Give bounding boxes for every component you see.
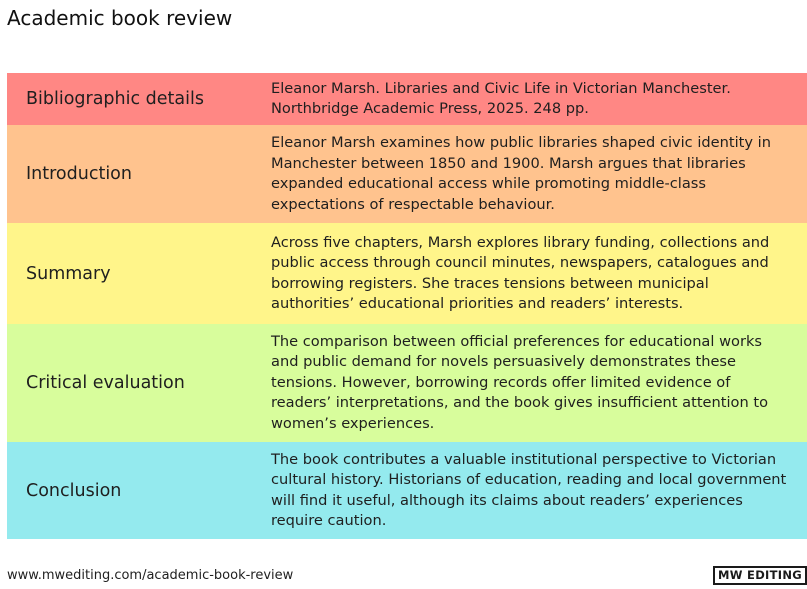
- row-summary: [7, 223, 807, 324]
- row-label: Summary: [26, 263, 111, 284]
- row-label: Introduction: [26, 164, 132, 184]
- footer-url: www.mwediting.com/academic-book-review: [7, 568, 294, 583]
- row-label: Conclusion: [26, 480, 122, 501]
- mw-editing-logo: MW EDITING: [713, 566, 807, 585]
- row-label: Critical evaluation: [26, 373, 185, 393]
- row-text: Across five chapters, Marsh explores library funding, collections and public access through council minutes, newspapers, catalogues and borrowing registers. She traces tensions between municipal authorities’ educational priorities and readers’ interests.: [271, 233, 770, 312]
- row-critical-evaluation: [7, 324, 807, 442]
- row-text: Eleanor Marsh. Libraries and Civic Life in Victorian Manchester. Northbridge Academic Press, 2025. 248 pp.: [271, 79, 731, 117]
- page-title: Academic book review: [7, 6, 233, 30]
- review-table: [7, 73, 807, 539]
- row-conclusion: [7, 442, 807, 539]
- row-bibliographic-details: [7, 73, 807, 125]
- row-label: Bibliographic details: [26, 89, 204, 109]
- row-introduction: [7, 125, 807, 223]
- row-text: The book contributes a valuable institutional perspective to Victorian cultural history. Historians of education, reading and local government will find it useful, although its claims about readers’ experiences require caution.: [271, 450, 787, 529]
- row-text: Eleanor Marsh examines how public libraries shaped civic identity in Manchester between 1850 and 1900. Marsh argues that libraries expanded educational access while promoting middle-class expectations of respectable behaviour.: [271, 134, 771, 213]
- row-text: The comparison between official preferences for educational works and public demand for novels persuasively demonstrates these tensions. However, borrowing records offer limited evidence of readers’ interpretations, and the book gives insufficient attention to women’s experiences.: [271, 332, 769, 432]
